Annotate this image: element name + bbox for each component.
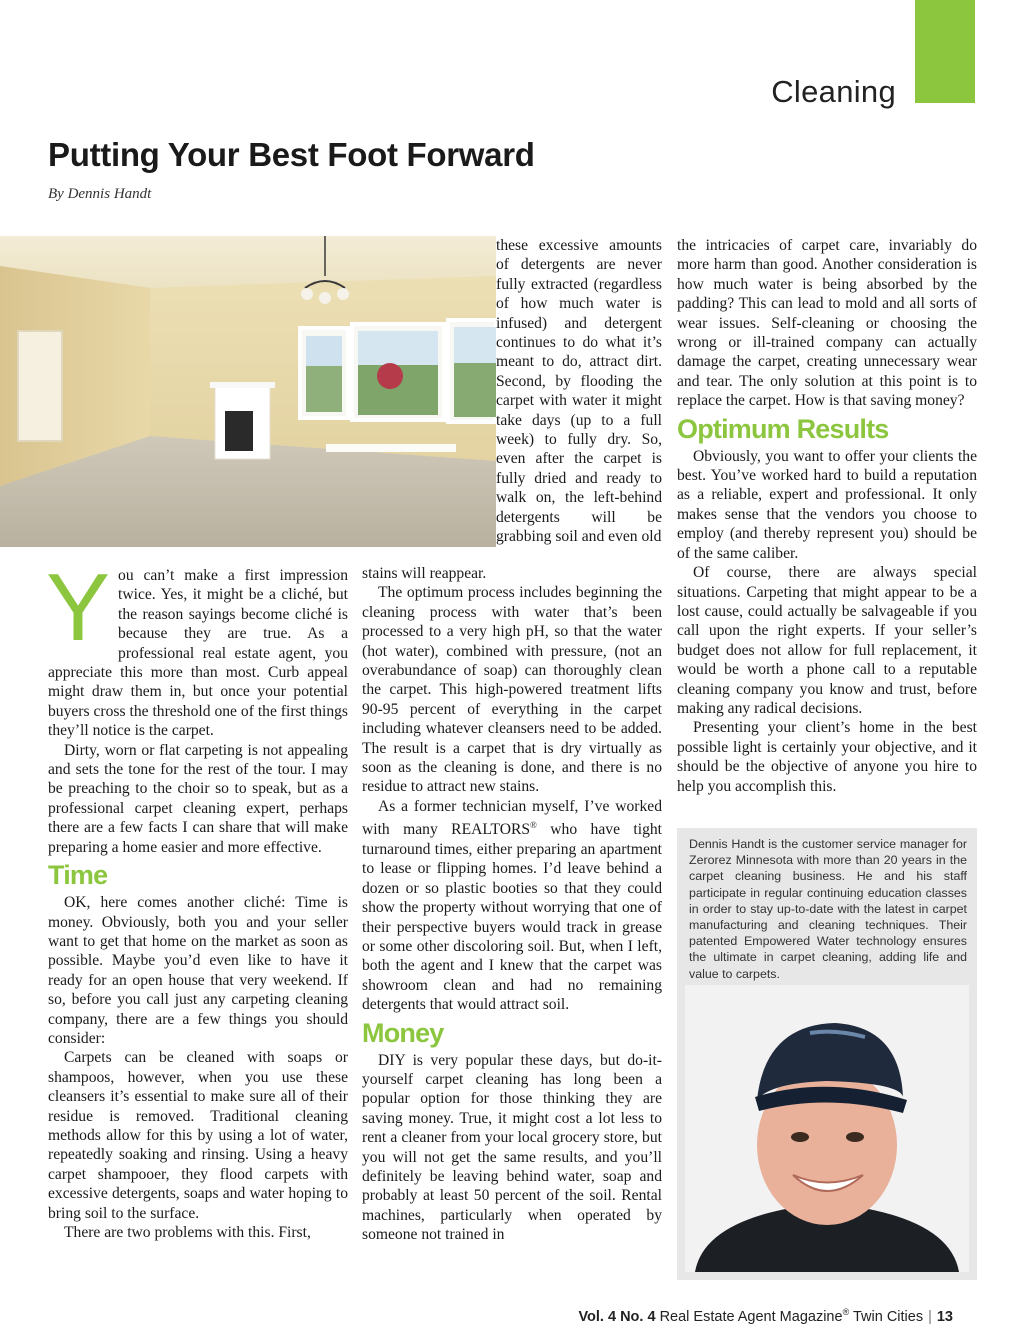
paragraph: OK, here comes another cliché: Time is money. Obviously, both you and your seller want to get that home on the market as soon as possible. Maybe you’d even like to have it ready for an open house that very weekend. If so, before you call just any carpeting cleaning company, there are a few things you should consider: [48,894,348,1047]
paragraph: DIY is very popular these days, but do-it-yourself carpet cleaning has long been a popular option for those thinking they are saving money. True, it might cost a lot less to rent a cleaner from your local grocery store, but you will not get the same results, and you’ll definitely be leaving behind water, soap and probably at least 50 percent of the soil. Rental machines, particularly when operated by someone not trained in [362,1051,662,1244]
article-column-2-top [496,236,662,547]
subhead-time: Time [48,860,108,891]
author-bio: Dennis Handt is the customer service manager for Zerorez Minnesota with more than 20 years in the carpet cleaning business. He and his staff participate in regular continuing education classes in order to stay up-to-date with the latest in carpet manufacturing and cleaning techniques. Their patented Empowered Water technology ensures the ultimate in carpet cleaning, adding life and value to carpets. [689,837,967,981]
registered-mark: ® [530,820,537,831]
drop-cap: Y [46,554,111,661]
footer-volume: Vol. 4 No. 4 [578,1308,656,1325]
paragraph: There are two problems with this. First, [64,1224,311,1241]
footer-separator: | [928,1308,932,1325]
article-byline: By Dennis Handt [48,186,152,202]
page-number: 13 [936,1308,953,1325]
page-footer [578,1307,953,1325]
paragraph: Dirty, worn or flat carpeting is not appealing and sets the tone for the rest of the tour. I may be preaching to the choir so to speak, but as a professional carpet cleaning expert, perhaps there are a few facts I can share that will make preparing a home easier and more effective. [48,741,348,856]
article-title: Putting Your Best Foot Forward [48,136,535,173]
paragraph [362,797,662,1015]
paragraph: Presenting your client’s home in the best possible light is certainly your objective, and it should be the objective of anyone you hire to help you accomplish this. [677,719,977,795]
subhead-money: Money [362,1017,444,1048]
paragraph: stains will reappear. [362,565,487,582]
article-column-1 [46,554,348,1242]
paragraph-text: As a former technician myself, I’ve worked with many REALTORS [362,797,662,839]
paragraph: these excessive amounts of detergents are never fully extracted (regardless of how much water is infused) and detergent continues to do what it’s meant to do, attract dirt. Second, by flooding the carpet with water it might take days (up to a full week) to fully dry. So, even after the carpet is fully dried and ready to walk on, the left-behind detergents will be grabbing soil and even old [496,237,662,546]
footer-registered-mark: ® [842,1307,850,1317]
article-column-3 [677,236,977,796]
room-photo [0,236,496,547]
subhead-optimum-results: Optimum Results [677,413,889,444]
paragraph: The optimum process includes beginning the cleaning process with water that’s been processed to a very high pH, so that the water (hot water), combined with pressure, (not an overabundance of soap) can thoroughly clean the carpet. This high-powered treatment lifts 90-95 percent of everything in the carpet including whatever cleansers need to be added. The result is a carpet that is dry virtually as soon as the cleaning is done, and there is no residue to attract new stains. [362,584,662,796]
footer-magazine: Real Estate Agent Magazine [655,1308,843,1325]
section-label: Cleaning [771,74,896,109]
section-color-tab [915,0,975,103]
paragraph: Obviously, you want to offer your clients the best. You’ve worked hard to build a reputation as a reliable, expert and professional. It only makes sense that the vendors you choose to employ (and thereby represent you) should be of the same caliber. [677,447,977,562]
paragraph-text: who have tight turnaround times, either preparing an apartment to lease or flipping homes. I’d leave behind a dozen or so plastic booties so that they could show the property without worrying that one of their perspective buyers would track in grease or some other discoloring soil. But, when I left, both the agent and I knew that the carpet was showroom clean and had no remaining detergents that would attract soil. [362,821,662,1014]
headshot-photo [685,985,969,1272]
paragraph: the intricacies of carpet care, invariably do more harm than good. Another consideration is how much water is being absorbed by the padding? This can lead to mold and all sorts of wear issues. Self-cleaning or choosing the wrong or ill-trained company can actually damage the carpet, creating unnecessary wear and tear. The only solution at this point is to replace the carpet. How is that saving money? [677,237,977,410]
paragraph: Carpets can be cleaned with soaps or shampoos, however, when you use these cleansers it’s essential to make sure all of their residue is removed. Traditional cleaning methods allow for this by using a lot of water, repeatedly soaking and rinsing. Using a heavy carpet shampooer, they flood carpets with excessive detergents, soaps and water hoping to bring soil to the surface. [48,1049,348,1222]
paragraph: Of course, there are always special situations. Carpeting that might appear to be a lost cause, could actually be salvageable if you call upon the right experts. If your seller’s budget does not allow for full replacement, it would be worth a phone call to a reputable cleaning company you know and trust, before making any radical decisions. [677,564,977,717]
article-column-2 [362,564,662,1245]
footer-city: Twin Cities [849,1308,924,1325]
paragraph: ou can’t make a first impression twice. Yes, it might be a cliché, but the reason sayings become cliché is because they are true. As a professional real estate agent, you appreciate this more than most. Curb appeal might draw them in, but once your potential buyers cross the threshold one of the first things they’ll notice is the carpet. [48,567,348,740]
